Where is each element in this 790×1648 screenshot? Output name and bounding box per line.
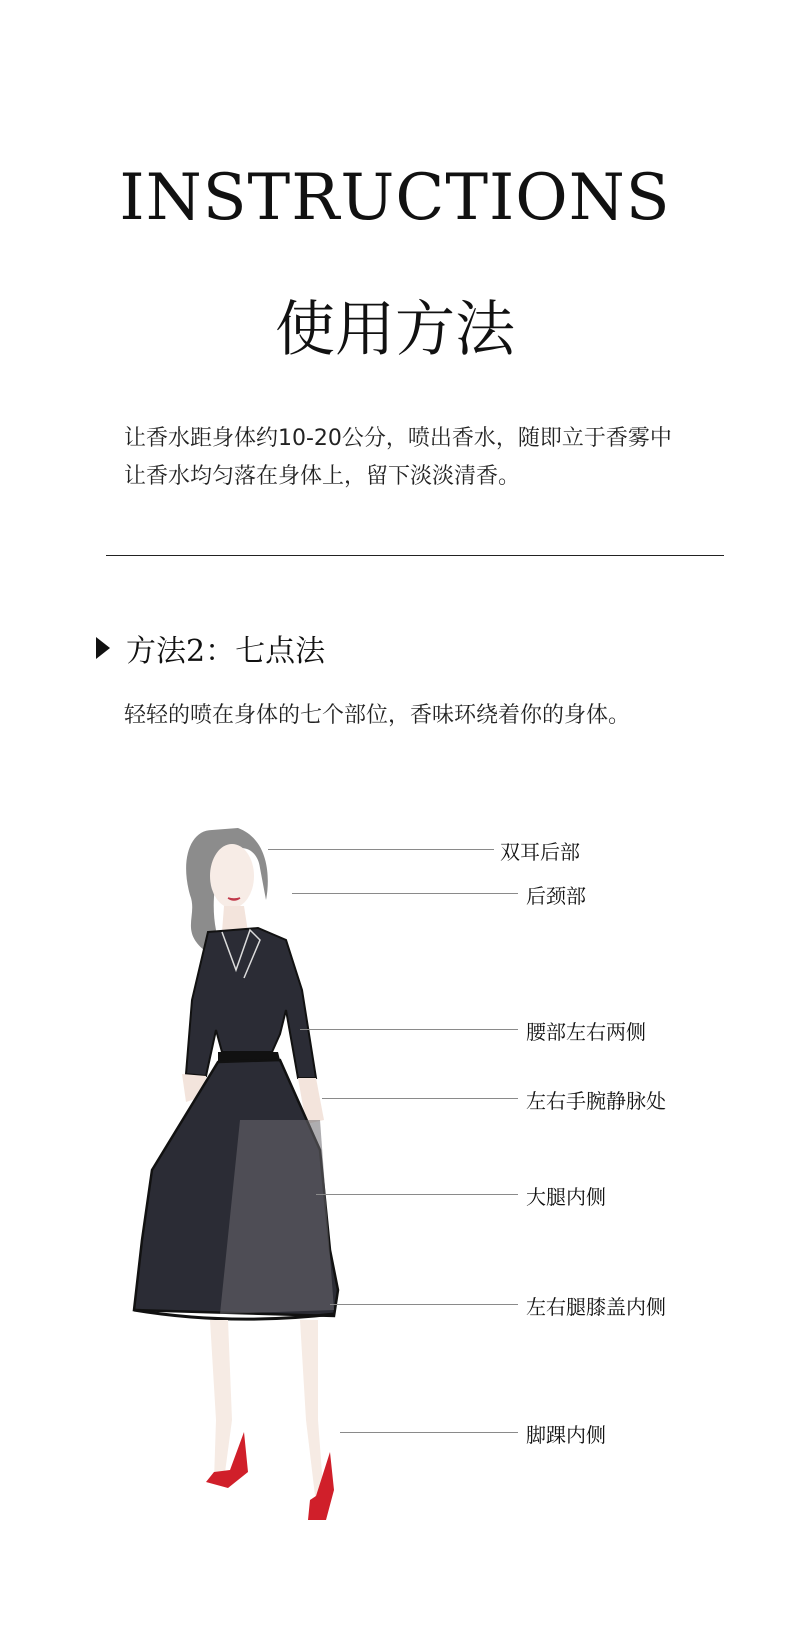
- leader-line-neck: [292, 893, 518, 894]
- leader-line-knee: [330, 1304, 518, 1305]
- intro-text: [124, 420, 672, 496]
- method-heading: [96, 626, 325, 670]
- neck-shape: [222, 906, 248, 932]
- section-divider: [106, 555, 724, 556]
- label-waist-sides: 腰部左右两侧: [526, 1020, 646, 1044]
- left-leg-shape: [210, 1320, 232, 1480]
- intro-line-1: 让香水距身体约10-20公分，喷出香水，随即立于香雾中: [124, 426, 672, 451]
- intro-line-2: 让香水均匀落在身体上，留下淡淡清香。: [124, 464, 521, 489]
- label-wrist-veins: 左右手腕静脉处: [526, 1089, 666, 1113]
- label-inner-thigh: 大腿内侧: [526, 1185, 606, 1209]
- page-title-chinese: 使用方法: [275, 294, 515, 365]
- label-back-of-neck: 后颈部: [526, 884, 586, 908]
- label-behind-ears: 双耳后部: [500, 840, 580, 864]
- label-inner-ankle: 脚踝内侧: [526, 1423, 606, 1447]
- lips-shape: [228, 898, 240, 900]
- page-title-english: INSTRUCTIONS: [119, 160, 671, 235]
- woman-illustration: [120, 820, 400, 1600]
- triangle-right-icon: [96, 637, 110, 659]
- method-description: 轻轻的喷在身体的七个部位，香味环绕着你的身体。: [124, 703, 631, 728]
- sheer-skirt-shape: [220, 1120, 334, 1314]
- right-leg-shape: [300, 1320, 324, 1504]
- leader-line-waist: [300, 1029, 518, 1030]
- method-title: 方法2：七点法: [126, 634, 326, 669]
- leader-line-ankle: [340, 1432, 518, 1433]
- leader-line-thigh: [316, 1194, 518, 1195]
- label-inner-knee: 左右腿膝盖内侧: [526, 1295, 666, 1319]
- leader-line-wrist: [322, 1098, 518, 1099]
- leader-line-ears: [268, 849, 494, 850]
